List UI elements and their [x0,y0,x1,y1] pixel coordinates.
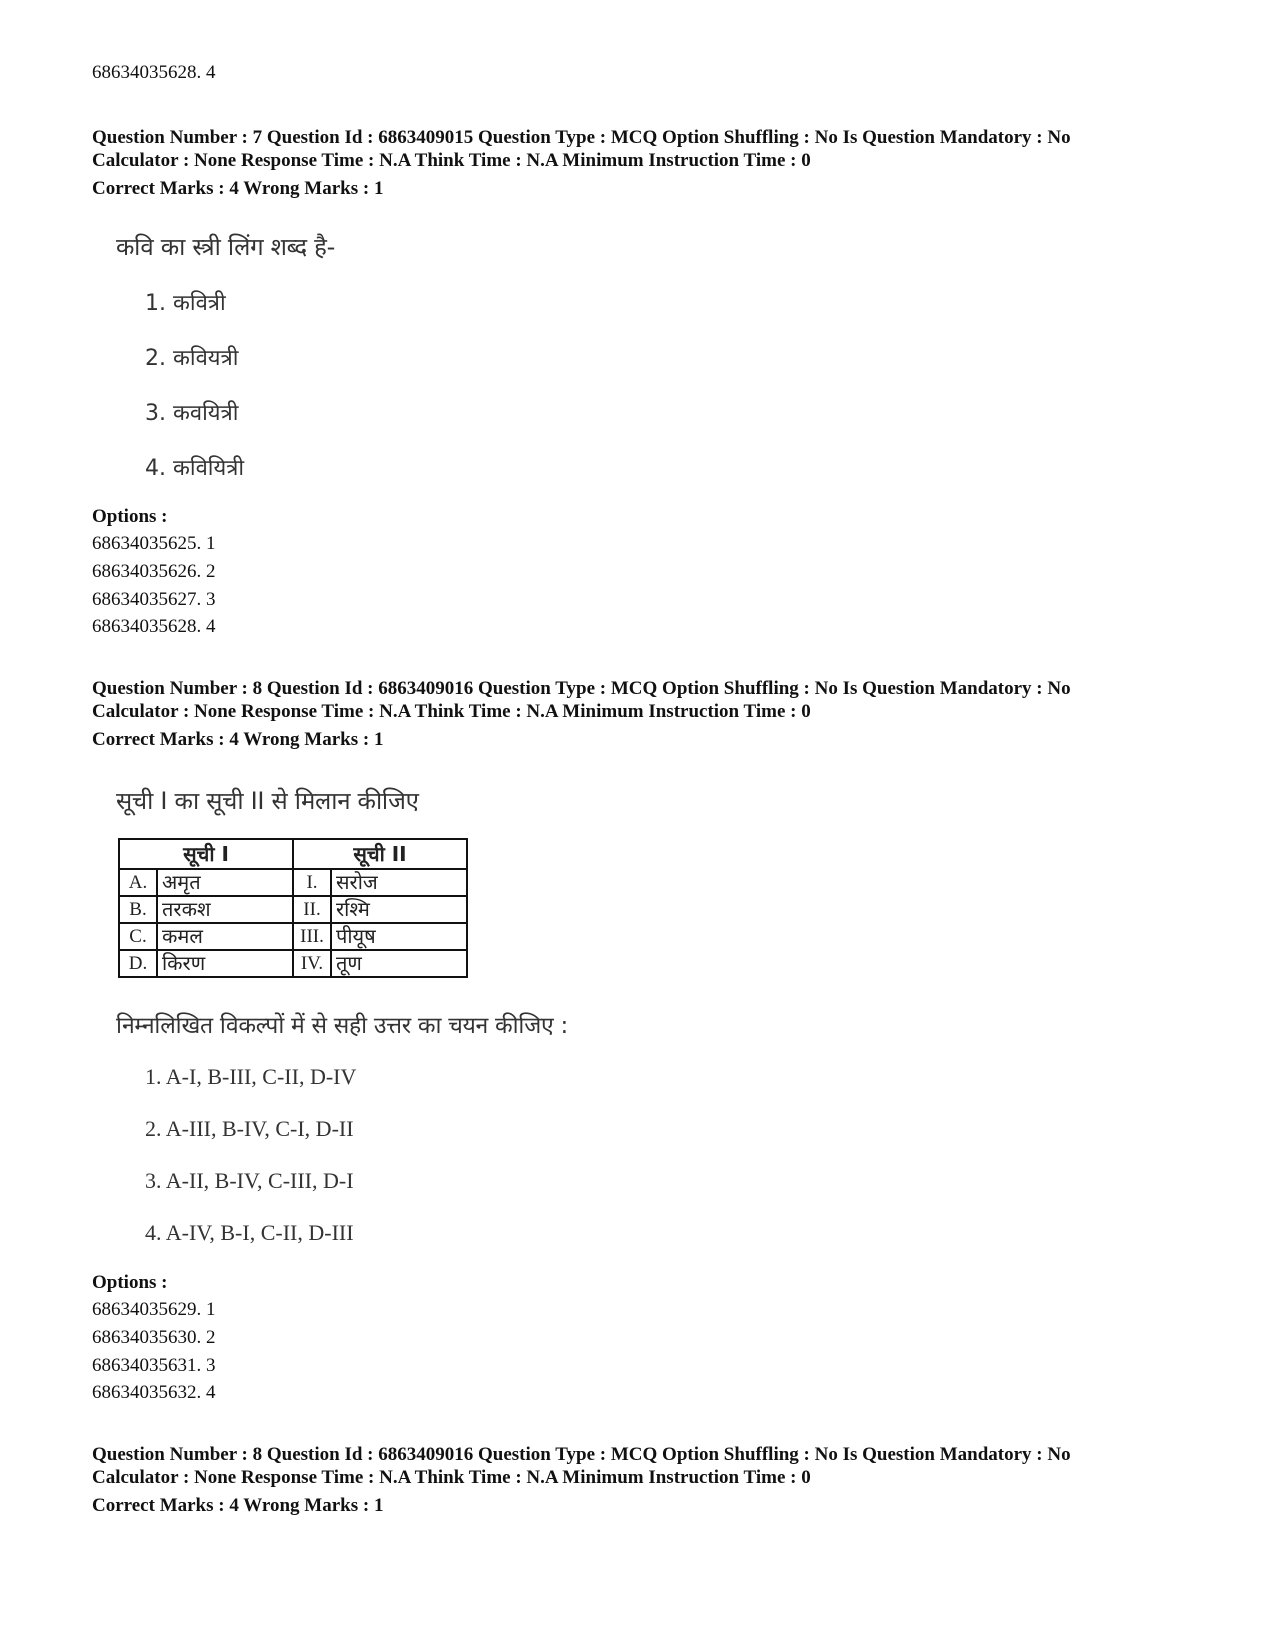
option-line: 68634035631. 3 [92,1355,216,1376]
question-meta-line2: Calculator : None Response Time : N.A Think Time : N.A Minimum Instruction Time : 0 [92,701,811,722]
question-meta-line2: Calculator : None Response Time : N.A Think Time : N.A Minimum Instruction Time : 0 [92,1467,811,1488]
option-line: 68634035632. 4 [92,1382,216,1403]
list2-value: पीयूष [331,923,467,950]
list1-value: तरकश [157,896,293,923]
option-line: 68634035625. 1 [92,533,216,554]
choice-2: 2. A-III, B-IV, C-I, D-II [145,1116,354,1141]
question-text: कवि का स्त्री लिंग शब्द है- [116,233,335,261]
option-line: 68634035626. 2 [92,561,216,582]
choice-3: 3. कवयित्री [145,401,239,426]
options-label: Options : [92,506,168,527]
table-header-row [119,839,467,869]
option-line: 68634035629. 1 [92,1299,216,1320]
list1-key: C. [119,923,157,950]
options-label: Options : [92,1272,168,1293]
question-meta-line1: Question Number : 8 Question Id : 6863409016 Question Type : MCQ Option Shuffling : No Is Question Mandatory : No [92,678,1071,699]
list1-value: कमल [157,923,293,950]
table-row [119,950,467,977]
question-meta-line2: Calculator : None Response Time : N.A Think Time : N.A Minimum Instruction Time : 0 [92,150,811,171]
choice-1: 1. A-I, B-III, C-II, D-IV [145,1064,357,1089]
table-row [119,896,467,923]
list2-key: II. [293,896,331,923]
list2-key: III. [293,923,331,950]
table-row [119,869,467,896]
table-header-list2: सूची II [293,839,467,869]
option-line: 68634035628. 4 [92,616,216,637]
choice-2: 2. कवियत्री [145,346,239,371]
list2-key: IV. [293,950,331,977]
list1-value: किरण [157,950,293,977]
match-table [118,838,468,978]
table-row [119,923,467,950]
option-line: 68634035630. 2 [92,1327,216,1348]
list1-key: A. [119,869,157,896]
list2-value: सरोज [331,869,467,896]
marks-line: Correct Marks : 4 Wrong Marks : 1 [92,1495,384,1516]
list2-value: तूण [331,950,467,977]
option-line: 68634035627. 3 [92,589,216,610]
choice-1: 1. कवित्री [145,291,226,316]
list1-value: अमृत [157,869,293,896]
list1-key: B. [119,896,157,923]
choice-4: 4. A-IV, B-I, C-II, D-III [145,1220,354,1245]
question-meta-line1: Question Number : 7 Question Id : 6863409015 Question Type : MCQ Option Shuffling : No Is Question Mandatory : No [92,127,1071,148]
instruction-text: निम्नलिखित विकल्पों में से सही उत्तर का चयन कीजिए : [116,1013,568,1039]
marks-line: Correct Marks : 4 Wrong Marks : 1 [92,729,384,750]
list2-key: I. [293,869,331,896]
question-meta-line1: Question Number : 8 Question Id : 6863409016 Question Type : MCQ Option Shuffling : No Is Question Mandatory : No [92,1444,1071,1465]
choice-4: 4. कवियित्री [145,456,245,481]
list2-value: रश्मि [331,896,467,923]
marks-line: Correct Marks : 4 Wrong Marks : 1 [92,178,384,199]
table-header-list1: सूची I [119,839,293,869]
list1-key: D. [119,950,157,977]
option-line: 68634035628. 4 [92,62,216,83]
question-text: सूची I का सूची II से मिलान कीजिए [116,787,419,815]
choice-3: 3. A-II, B-IV, C-III, D-I [145,1168,354,1193]
